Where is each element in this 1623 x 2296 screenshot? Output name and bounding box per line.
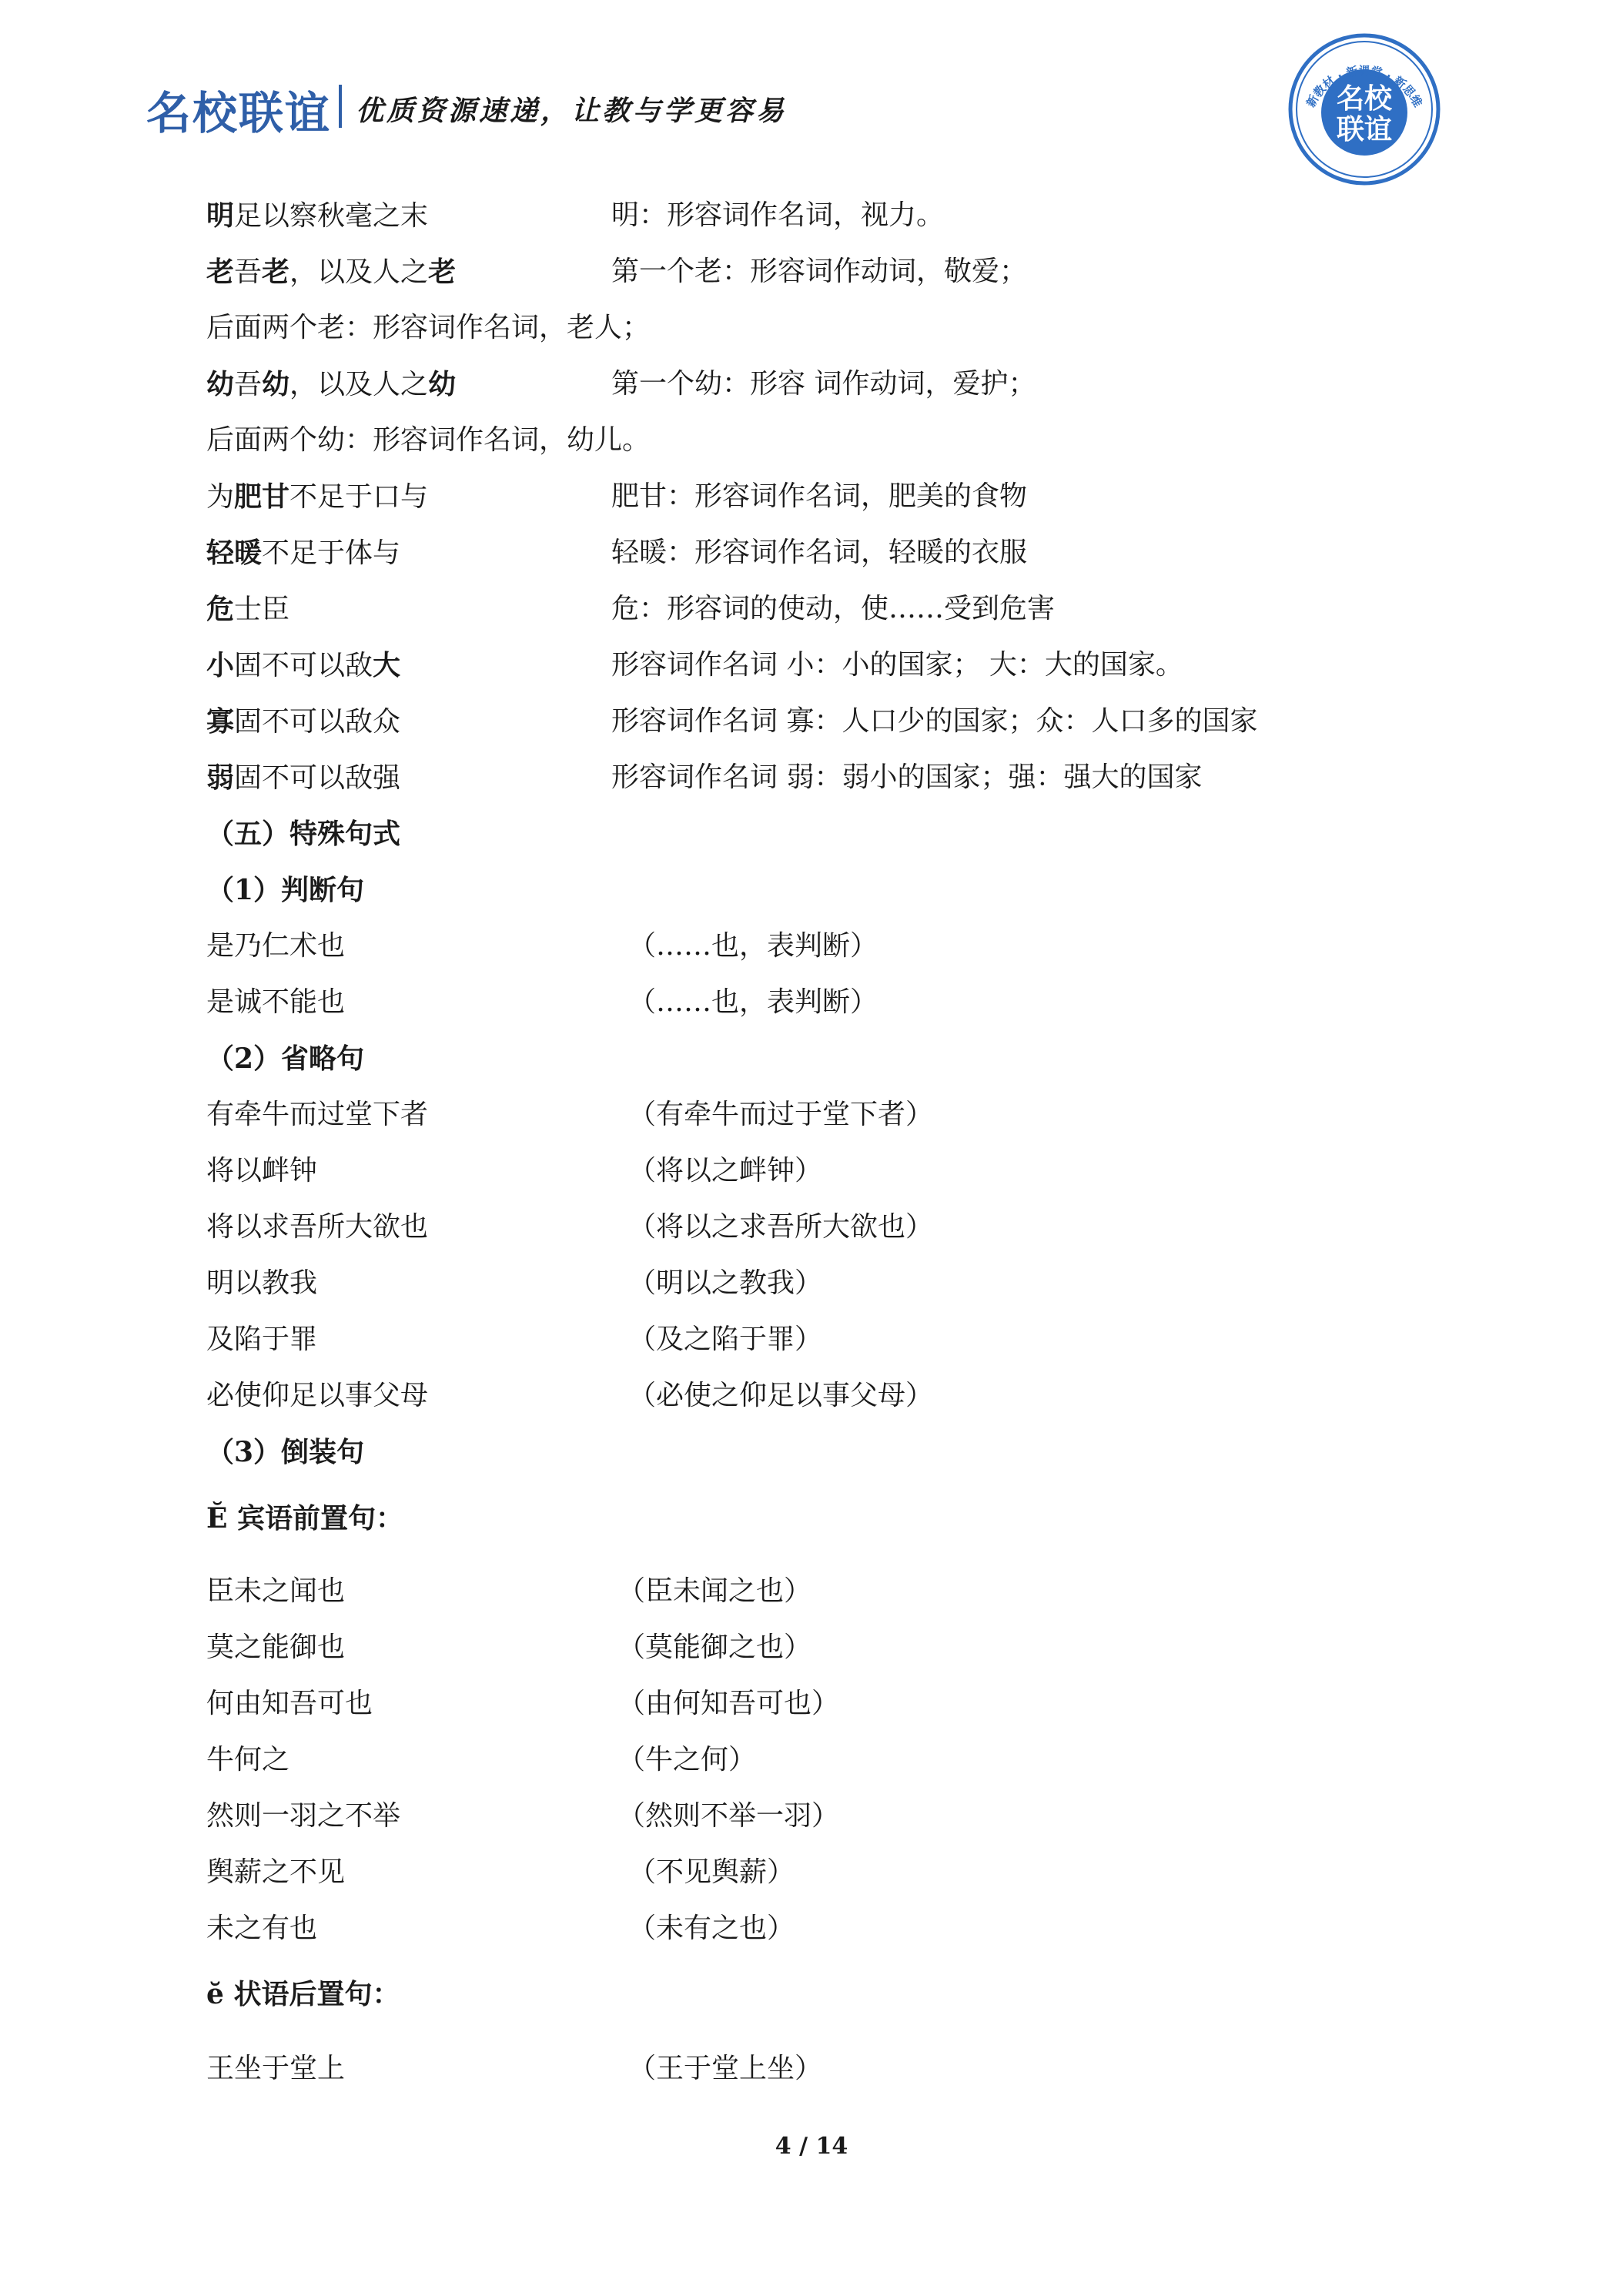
- sub-subsection-heading: Ĕ 宾语前置句：: [206, 1502, 403, 1535]
- sentence-row: 是乃仁术也 （……也，表判断）: [206, 930, 878, 962]
- sentence-row: 必使仰足以事父母 （必使之仰足以事父母）: [206, 1380, 934, 1411]
- vocab-row: 明足以察秋毫之末 明：形容词作名词，视力。: [206, 199, 945, 232]
- page-number: 4 / 14: [775, 2133, 848, 2160]
- vocab-row: 老吾老，以及人之老 第一个老：形容词作动词，敬爱；: [206, 256, 1028, 288]
- sentence-row: 王坐于堂上 （王于堂上坐）: [206, 2053, 823, 2084]
- sentence-row: 及陷于罪 （及之陷于罪）: [206, 1324, 823, 1355]
- vocab-row: 小固不可以敌大 形容词作名词 小：小的国家； 大：大的国家。: [206, 649, 1183, 681]
- sentence-row: 将以衅钟 （将以之衅钟）: [206, 1155, 823, 1186]
- vocab-row: 后面两个幼：形容词作名词，幼儿。: [206, 424, 651, 456]
- vocab-row: 后面两个老：形容词作名词，老人；: [206, 312, 651, 343]
- section-heading: （五）特殊句式: [206, 818, 401, 850]
- sentence-row: 然则一羽之不举 （然则不举一羽）: [206, 1800, 840, 1832]
- subsection-heading: （1）判断句: [206, 874, 365, 906]
- sentence-row: 未之有也 （未有之也）: [206, 1913, 795, 1944]
- vocab-row: 寡固不可以敌众 形容词作名词 寡：人口少的国家；众：人口多的国家: [206, 705, 1258, 738]
- vocab-row: 弱固不可以敌强 形容词作名词 弱：弱小的国家；强：强大的国家: [206, 761, 1203, 794]
- svg-text:联谊: 联谊: [1336, 114, 1393, 146]
- svg-text:名校: 名校: [1336, 83, 1393, 115]
- subsection-heading: （3）倒装句: [206, 1436, 365, 1468]
- sentence-row: 有牵牛而过堂下者 （有牵牛而过于堂下者）: [206, 1099, 934, 1130]
- sentence-row: 臣未之闻也 （臣未闻之也）: [206, 1575, 812, 1607]
- header-divider: [339, 85, 342, 128]
- vocab-row: 幼吾幼，以及人之幼 第一个幼：形容 词作动词，爱护；: [206, 368, 1036, 400]
- sentence-row: 是诚不能也 （……也，表判断）: [206, 986, 878, 1018]
- sub-subsection-heading: ĕ 状语后置句：: [206, 1978, 400, 2010]
- sentence-row: 牛何之 （牛之何）: [206, 1744, 757, 1776]
- vocab-row: 轻暖不足于体与 轻暖：形容词作名词，轻暖的衣服: [206, 537, 1028, 569]
- svg-text:新教材 · 新课堂 · 新思维: 新教材 · 新课堂 · 新思维: [1303, 63, 1425, 110]
- sentence-row: 舆薪之不见 （不见舆薪）: [206, 1856, 795, 1888]
- brand-logo: 名校联谊: [146, 87, 332, 139]
- header-slogan: 优质资源速递，让教与学更容易: [356, 95, 788, 127]
- sentence-row: 将以求吾所大欲也 （将以之求吾所大欲也）: [206, 1211, 934, 1243]
- school-seal-icon: [1287, 32, 1441, 186]
- subsection-heading: （2）省略句: [206, 1043, 365, 1075]
- vocab-row: 为肥甘不足于口与 肥甘：形容词作名词，肥美的食物: [206, 480, 1028, 513]
- sentence-row: 明以教我 （明以之教我）: [206, 1267, 823, 1299]
- sentence-row: 何由知吾可也 （由何知吾可也）: [206, 1688, 840, 1719]
- vocab-row: 危士臣 危：形容词的使动，使……受到危害: [206, 593, 1056, 625]
- sentence-row: 莫之能御也 （莫能御之也）: [206, 1632, 812, 1663]
- page-header: [146, 77, 839, 139]
